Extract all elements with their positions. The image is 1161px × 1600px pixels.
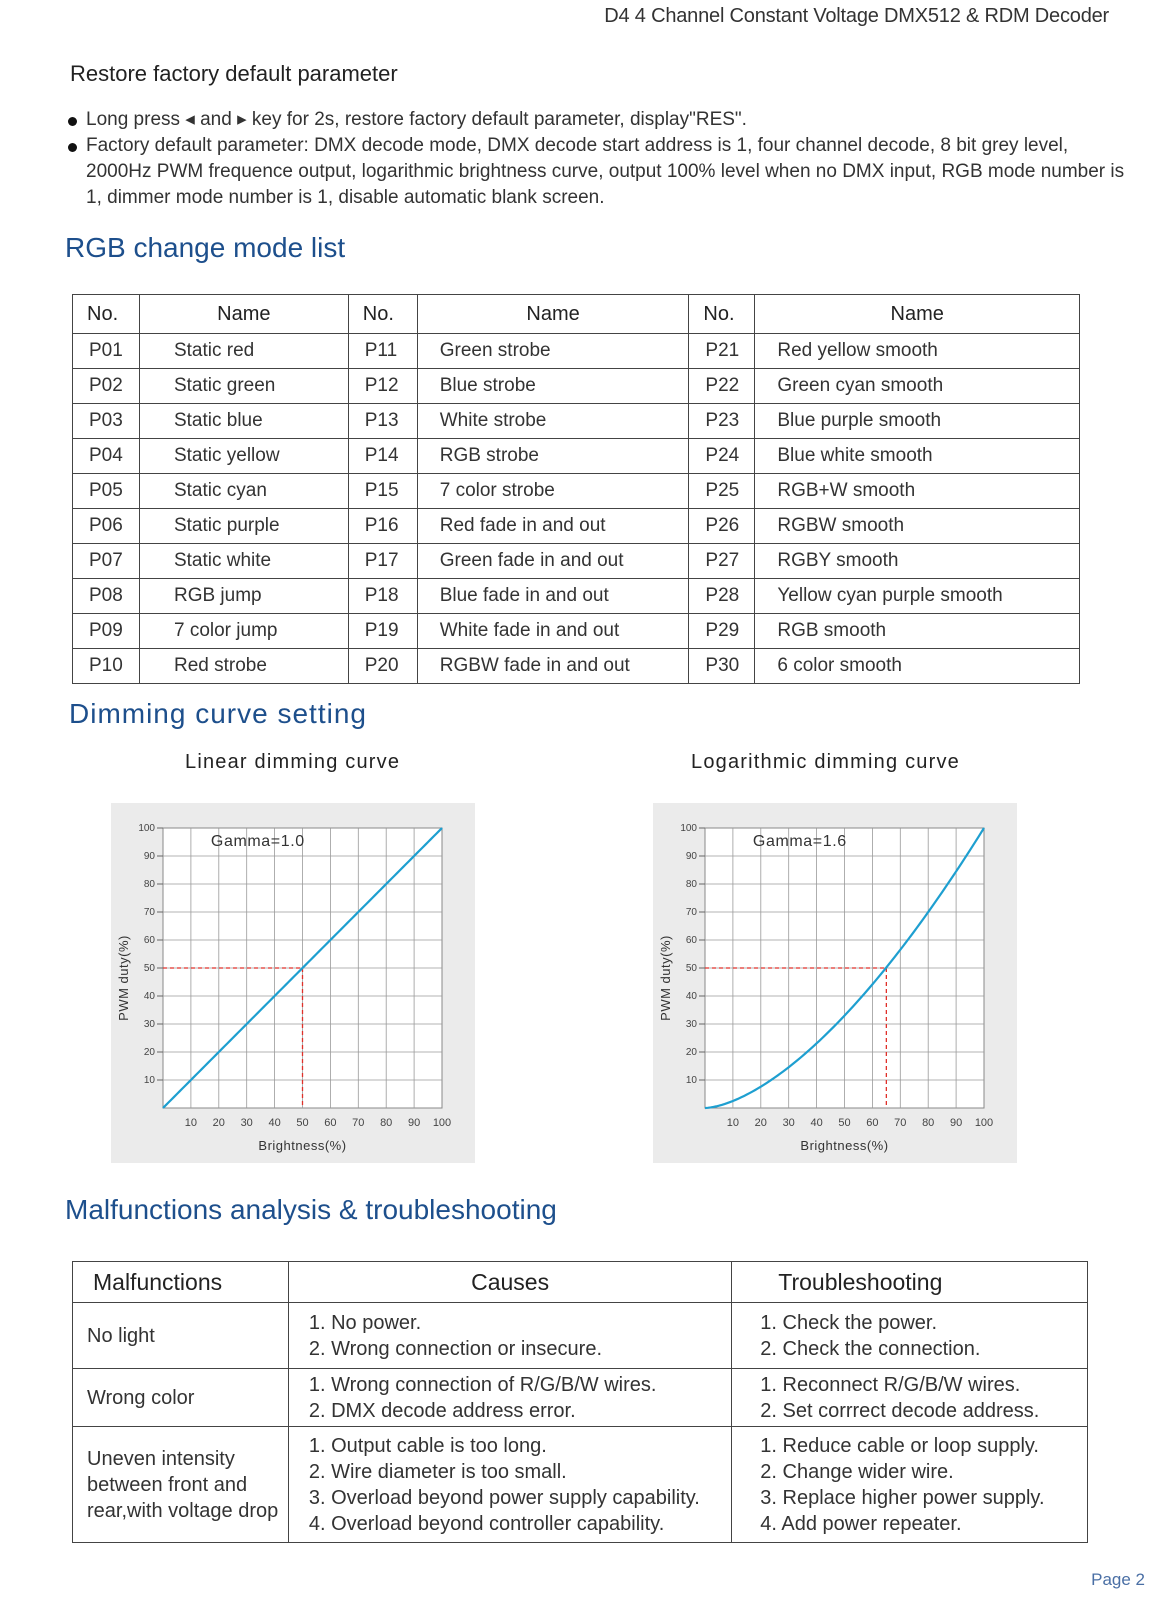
table-row — [73, 404, 1080, 439]
mode-name: RGB smooth — [755, 614, 1080, 649]
linear-chart-svg — [111, 803, 475, 1163]
cell-line: 2. DMX decode address error. — [308, 1399, 576, 1422]
log-ytick-label: 90 — [685, 851, 697, 862]
mode-number: P18 — [348, 579, 417, 614]
mode-name: Green fade in and out — [417, 544, 689, 579]
malfunction-cell — [73, 1303, 289, 1369]
restore-bullet-list — [66, 107, 1126, 211]
page-number: Page 2 — [1091, 1570, 1145, 1589]
mode-name: Static blue — [139, 404, 348, 439]
log-y-axis-label: PWM duty(%) — [658, 935, 673, 1021]
table-row — [73, 579, 1080, 614]
col-header-name: Name — [755, 295, 1080, 334]
mode-name: 7 color jump — [139, 614, 348, 649]
linear-ytick-label: 40 — [143, 991, 155, 1002]
dimming-heading: Dimming curve setting — [69, 698, 367, 729]
troubleshooting-cell — [732, 1303, 1088, 1369]
mode-number: P16 — [348, 509, 417, 544]
mode-name: Green cyan smooth — [755, 369, 1080, 404]
cell-line: rear,with voltage drop — [87, 1499, 279, 1522]
linear-xtick-label: 20 — [212, 1117, 225, 1129]
table-row — [73, 1303, 1088, 1369]
mode-number: P12 — [348, 369, 417, 404]
mode-number: P17 — [348, 544, 417, 579]
mode-name: Static yellow — [139, 439, 348, 474]
mode-number: P19 — [348, 614, 417, 649]
mode-number: P26 — [689, 509, 755, 544]
mode-name: Static cyan — [139, 474, 348, 509]
mode-name: Static purple — [139, 509, 348, 544]
col-header-no: No. — [689, 295, 755, 334]
mode-number: P21 — [689, 334, 755, 369]
linear-ytick-label: 30 — [143, 1019, 155, 1030]
linear-xtick-label: 90 — [407, 1117, 421, 1129]
mode-number: P05 — [73, 474, 140, 509]
causes-cell — [288, 1303, 731, 1369]
log-ytick-label: 80 — [685, 879, 697, 890]
log-x-axis-label: Brightness(%) — [800, 1138, 889, 1153]
log-xtick-label: 80 — [922, 1117, 935, 1129]
mode-name: Red strobe — [139, 649, 348, 684]
log-xtick-label: 20 — [754, 1117, 767, 1129]
linear-ytick-label: 70 — [143, 907, 155, 918]
linear-xtick-label: 40 — [268, 1117, 281, 1129]
cell-line: Uneven intensity — [87, 1447, 235, 1470]
col-header-no: No. — [348, 295, 417, 334]
rgb-mode-table — [72, 294, 1080, 684]
table-row — [73, 474, 1080, 509]
mode-name: Static red — [139, 334, 348, 369]
log-xtick-label: 100 — [974, 1117, 994, 1129]
cell-line: 1. Reconnect R/G/B/W wires. — [760, 1373, 1021, 1396]
table-row — [73, 544, 1080, 579]
log-xtick-label: 30 — [782, 1117, 795, 1129]
mode-name: RGBW smooth — [755, 509, 1080, 544]
malfunction-cell — [73, 1369, 289, 1427]
linear-x-axis-label: Brightness(%) — [258, 1138, 347, 1153]
mode-name: RGB+W smooth — [755, 474, 1080, 509]
mode-name: Green strobe — [417, 334, 689, 369]
linear-xtick-label: 80 — [380, 1117, 393, 1129]
mode-name: 7 color strobe — [417, 474, 689, 509]
mode-number: P11 — [348, 334, 417, 369]
cell-line: 2. Set corrrect decode address. — [760, 1399, 1040, 1422]
cell-line: 2. Wrong connection or insecure. — [308, 1337, 602, 1360]
table-row — [73, 614, 1080, 649]
log-xtick-label: 90 — [949, 1117, 963, 1129]
mode-number: P08 — [73, 579, 140, 614]
log-chart-svg — [653, 803, 1017, 1163]
mode-name: Static white — [139, 544, 348, 579]
cell-line: 4. Add power repeater. — [760, 1512, 962, 1535]
mode-name: White fade in and out — [417, 614, 689, 649]
cell-line: 2. Check the connection. — [760, 1337, 981, 1360]
malfunction-cell — [73, 1427, 289, 1543]
causes-cell — [288, 1427, 731, 1543]
log-ytick-label: 30 — [685, 1019, 697, 1030]
table-row — [73, 509, 1080, 544]
cell-line: 4. Overload beyond controller capability. — [308, 1512, 665, 1535]
document-header: D4 4 Channel Constant Voltage DMX512 & RDM Decoder — [604, 5, 1109, 27]
cell-line: 1. Output cable is too long. — [308, 1434, 547, 1457]
cell-line: between front and — [87, 1473, 248, 1496]
linear-xtick-label: 30 — [240, 1117, 253, 1129]
log-chart-title: Logarithmic dimming curve — [691, 751, 960, 773]
log-xtick-label: 40 — [810, 1117, 823, 1129]
mode-number: P15 — [348, 474, 417, 509]
mode-number: P20 — [348, 649, 417, 684]
restore-bullet-1: Long press ◂ and ▸ key for 2s, restore factory default parameter, display"RES". — [66, 107, 1126, 133]
cell-line: No light — [87, 1324, 155, 1347]
linear-ytick-label: 90 — [143, 851, 155, 862]
mode-name: Yellow cyan purple smooth — [755, 579, 1080, 614]
col-header-troubleshooting: Troubleshooting — [732, 1262, 1088, 1303]
malfunctions-header-row — [73, 1262, 1088, 1303]
linear-ytick-label: 20 — [143, 1047, 155, 1058]
log-dimming-chart — [653, 803, 1017, 1163]
mode-number: P29 — [689, 614, 755, 649]
linear-ytick-label: 50 — [143, 963, 155, 974]
mode-number: P06 — [73, 509, 140, 544]
table-row — [73, 369, 1080, 404]
mode-number: P28 — [689, 579, 755, 614]
log-xtick-label: 60 — [866, 1117, 879, 1129]
linear-gamma-annotation: Gamma=1.0 — [210, 833, 305, 850]
linear-xtick-label: 60 — [324, 1117, 337, 1129]
cell-line: 3. Overload beyond power supply capability. — [308, 1486, 700, 1509]
mode-number: P13 — [348, 404, 417, 439]
linear-xtick-label: 70 — [352, 1117, 365, 1129]
table-row — [73, 649, 1080, 684]
mode-number: P10 — [73, 649, 140, 684]
log-xtick-label: 10 — [726, 1117, 740, 1129]
causes-cell — [288, 1369, 731, 1427]
cell-line: 1. Reduce cable or loop supply. — [760, 1434, 1039, 1457]
linear-xtick-label: 10 — [184, 1117, 198, 1129]
mode-name: Static green — [139, 369, 348, 404]
log-xtick-label: 70 — [894, 1117, 907, 1129]
log-ytick-label: 10 — [685, 1075, 697, 1086]
linear-ytick-label: 100 — [138, 823, 155, 834]
mode-number: P14 — [348, 439, 417, 474]
mode-name: Blue strobe — [417, 369, 689, 404]
table-row — [73, 439, 1080, 474]
mode-name: 6 color smooth — [755, 649, 1080, 684]
log-ytick-label: 60 — [685, 935, 697, 946]
cell-line: 2. Change wider wire. — [760, 1460, 954, 1483]
cell-line: 1. No power. — [308, 1311, 422, 1334]
rgb-mode-heading: RGB change mode list — [65, 232, 346, 263]
mode-name: Blue fade in and out — [417, 579, 689, 614]
table-row — [73, 1369, 1088, 1427]
cell-line: 1. Check the power. — [760, 1311, 938, 1334]
log-xtick-label: 50 — [838, 1117, 851, 1129]
table-row — [73, 1427, 1088, 1543]
mode-number: P09 — [73, 614, 140, 649]
cell-line: 2. Wire diameter is too small. — [308, 1460, 567, 1483]
mode-name: RGB jump — [139, 579, 348, 614]
linear-ytick-label: 80 — [143, 879, 155, 890]
log-ytick-label: 20 — [685, 1047, 697, 1058]
cell-line: 1. Wrong connection of R/G/B/W wires. — [308, 1373, 657, 1396]
troubleshooting-cell — [732, 1369, 1088, 1427]
linear-chart-title: Linear dimming curve — [185, 751, 401, 773]
mode-number: P04 — [73, 439, 140, 474]
mode-number: P22 — [689, 369, 755, 404]
malfunctions-rows — [73, 1303, 1088, 1543]
mode-number: P30 — [689, 649, 755, 684]
table-row — [73, 334, 1080, 369]
mode-name: Red yellow smooth — [755, 334, 1080, 369]
malfunctions-table — [72, 1261, 1088, 1543]
mode-name: Red fade in and out — [417, 509, 689, 544]
cell-line: 3. Replace higher power supply. — [760, 1486, 1045, 1509]
mode-number: P07 — [73, 544, 140, 579]
rgb-mode-header-row — [73, 295, 1080, 334]
linear-ytick-label: 60 — [143, 935, 155, 946]
mode-number: P03 — [73, 404, 140, 439]
cell-line: Wrong color — [87, 1386, 195, 1409]
restore-heading: Restore factory default parameter — [70, 61, 398, 86]
mode-name: White strobe — [417, 404, 689, 439]
linear-xtick-label: 100 — [432, 1117, 452, 1129]
log-ytick-label: 40 — [685, 991, 697, 1002]
rgb-mode-rows — [73, 334, 1080, 684]
mode-number: P01 — [73, 334, 140, 369]
mode-number: P24 — [689, 439, 755, 474]
troubleshooting-cell — [732, 1427, 1088, 1543]
mode-number: P23 — [689, 404, 755, 439]
malfunctions-heading: Malfunctions analysis & troubleshooting — [65, 1194, 557, 1225]
log-gamma-annotation: Gamma=1.6 — [752, 833, 847, 850]
linear-dimming-chart — [111, 803, 475, 1163]
linear-y-axis-label: PWM duty(%) — [116, 935, 131, 1021]
mode-name: RGBW fade in and out — [417, 649, 689, 684]
mode-name: RGBY smooth — [755, 544, 1080, 579]
log-ytick-label: 50 — [685, 963, 697, 974]
log-ytick-label: 70 — [685, 907, 697, 918]
mode-name: RGB strobe — [417, 439, 689, 474]
mode-number: P25 — [689, 474, 755, 509]
linear-ytick-label: 10 — [143, 1075, 155, 1086]
mode-number: P27 — [689, 544, 755, 579]
col-header-causes: Causes — [288, 1262, 731, 1303]
log-ytick-label: 100 — [680, 823, 697, 834]
col-header-no: No. — [73, 295, 140, 334]
col-header-malfunctions: Malfunctions — [73, 1262, 289, 1303]
col-header-name: Name — [417, 295, 689, 334]
mode-name: Blue purple smooth — [755, 404, 1080, 439]
col-header-name: Name — [139, 295, 348, 334]
linear-xtick-label: 50 — [296, 1117, 309, 1129]
mode-name: Blue white smooth — [755, 439, 1080, 474]
mode-number: P02 — [73, 369, 140, 404]
restore-bullet-2: Factory default parameter: DMX decode mode, DMX decode start address is 1, four channel decode, 8 bit grey level, 2000Hz PWM frequence output, logarithmic brightness curve, output 100% level when no DMX input, RGB mode number is 1, dimmer mode number is 1, disable automatic blank screen. — [66, 133, 1126, 211]
